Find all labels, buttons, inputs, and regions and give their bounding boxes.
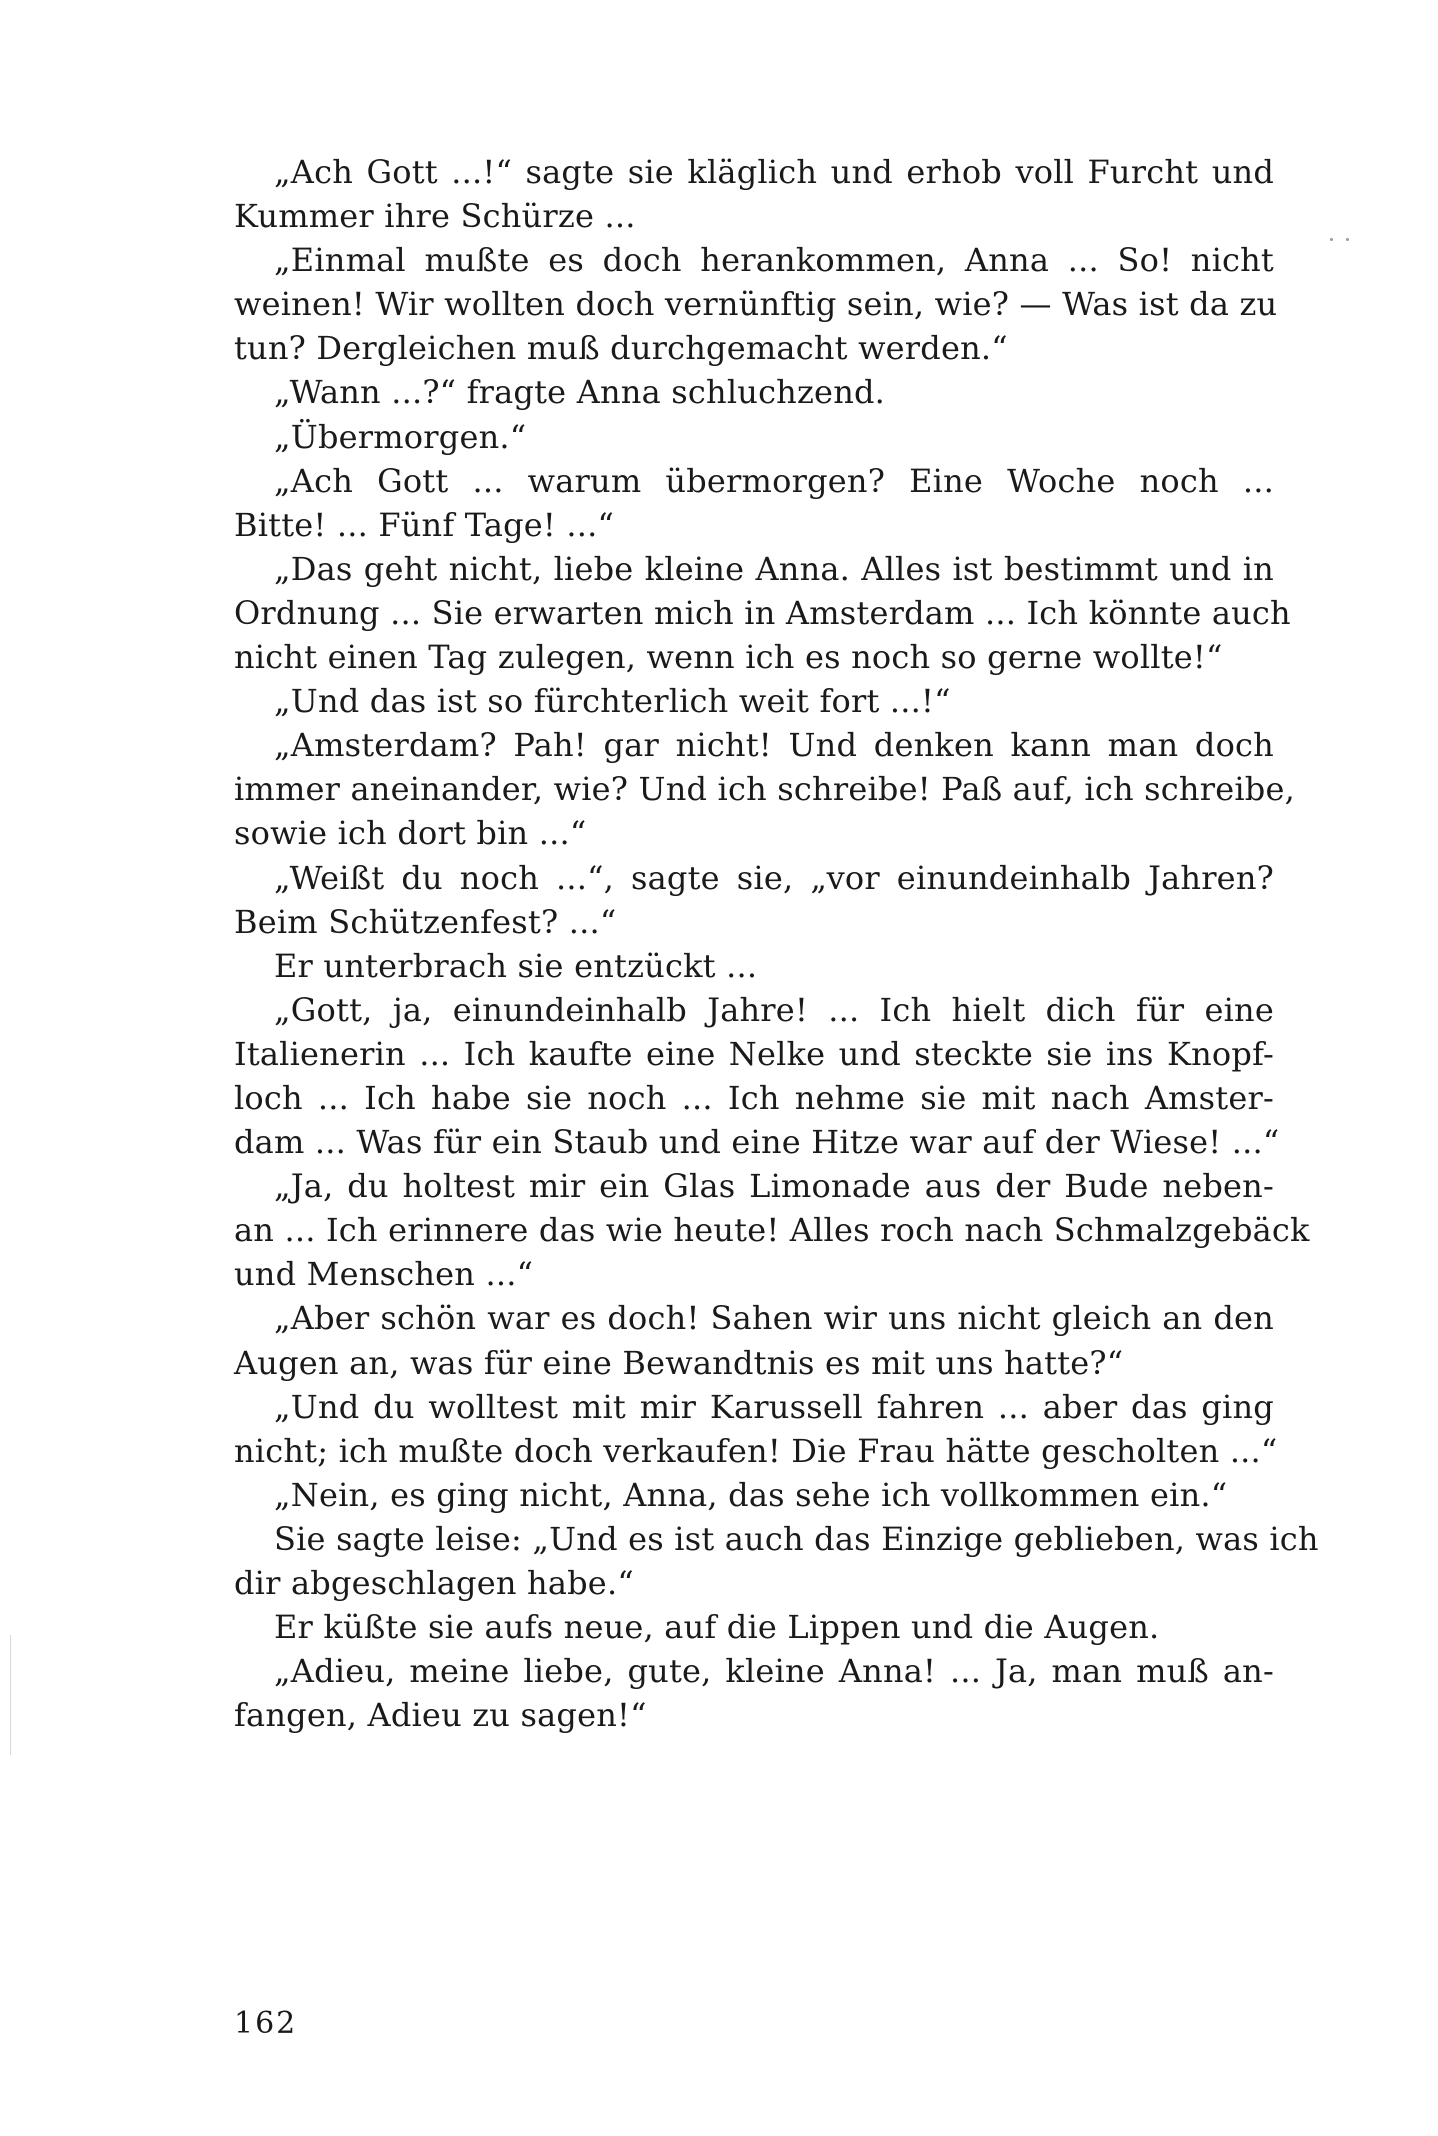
text-line: „Ach Gott ...!“ sagte sie kläglich und erhob voll Furcht und — [274, 153, 1274, 191]
text-line: weinen! Wir wollten doch vernünftig sein, wie? — Was ist da zu — [234, 285, 1278, 324]
text-line: nicht; ich mußte doch verkaufen! Die Frau hätte gescholten ...“ — [234, 1431, 1278, 1470]
text-line: „Aber schön war es doch! Sahen wir uns nicht gleich an den — [274, 1299, 1274, 1338]
text-line: dam ... Was für ein Staub und eine Hitze war auf der Wiese! ...“ — [234, 1123, 1280, 1162]
text-line: Sie sagte leise: „Und es ist auch das Einzige geblieben, was ich — [274, 1519, 1319, 1558]
text-line: „Das geht nicht, liebe kleine Anna. Alles ist bestimmt und in — [274, 549, 1274, 588]
scan-edge-mark — [10, 1635, 11, 1755]
text-line: fangen, Adieu zu sagen!“ — [234, 1696, 647, 1735]
text-line: Italienerin ... Ich kaufte eine Nelke und steckte sie ins Knopf- — [234, 1034, 1274, 1073]
text-line: „Wann ...?“ fragte Anna schluchzend. — [274, 373, 886, 412]
text-line: „Nein, es ging nicht, Anna, das sehe ich vollkommen ein.“ — [274, 1475, 1228, 1514]
text-line: „Gott, ja, einundeinhalb Jahre! ... Ich hielt dich für eine — [274, 990, 1274, 1029]
page-number: 162 — [234, 2006, 298, 2041]
text-line: „Weißt du noch ...“, sagte sie, „vor einundeinhalb Jahren? — [274, 858, 1274, 897]
text-line: loch ... Ich habe sie noch ... Ich nehme sie mit nach Amster- — [234, 1078, 1274, 1117]
text-line: „Und das ist so fürchterlich weit fort ...!“ — [274, 682, 951, 721]
text-line: „Ach Gott ... warum übermorgen? Eine Woche noch ... — [274, 461, 1274, 500]
text-line: Er küßte sie aufs neue, auf die Lippen und die Augen. — [274, 1608, 1160, 1647]
text-line: Bitte! ... Fünf Tage! ...“ — [234, 505, 615, 544]
text-line: „Übermorgen.“ — [274, 417, 527, 456]
text-line: Beim Schützenfest? ...“ — [234, 902, 617, 941]
text-line: Er unterbrach sie entzückt ... — [274, 946, 758, 985]
margin-speck — [1330, 238, 1333, 241]
text-line: „Und du wolltest mit mir Karussell fahren ... aber das ging — [274, 1387, 1274, 1426]
body-text — [234, 150, 1319, 1737]
text-line: dir abgeschlagen habe.“ — [234, 1564, 634, 1602]
text-line: „Einmal mußte es doch herankommen, Anna ... So! nicht — [274, 241, 1274, 280]
text-line: tun? Dergleichen muß durchgemacht werden.“ — [234, 329, 1008, 368]
text-line: „Amsterdam? Pah! gar nicht! Und denken kann man doch — [274, 726, 1274, 765]
text-line: nicht einen Tag zulegen, wenn ich es noch so gerne wollte!“ — [234, 638, 1223, 677]
text-line: „Adieu, meine liebe, gute, kleine Anna! ... Ja, man muß an- — [274, 1652, 1274, 1691]
margin-speck — [1346, 238, 1349, 241]
text-line: Ordnung ... Sie erwarten mich in Amsterdam ... Ich könnte auch — [234, 593, 1291, 632]
text-line: immer aneinander, wie? Und ich schreibe! Paß auf, ich schreibe, — [234, 770, 1295, 809]
text-line: Kummer ihre Schürze ... — [234, 197, 636, 236]
text-line: an ... Ich erinnere das wie heute! Alles roch nach Schmalzgebäck — [234, 1211, 1310, 1250]
text-line: und Menschen ...“ — [234, 1255, 534, 1294]
text-line: „Ja, du holtest mir ein Glas Limonade aus der Bude neben- — [274, 1167, 1274, 1206]
text-line: Augen an, was für eine Bewandtnis es mit uns hatte?“ — [234, 1343, 1124, 1382]
text-line: sowie ich dort bin ...“ — [234, 814, 587, 853]
